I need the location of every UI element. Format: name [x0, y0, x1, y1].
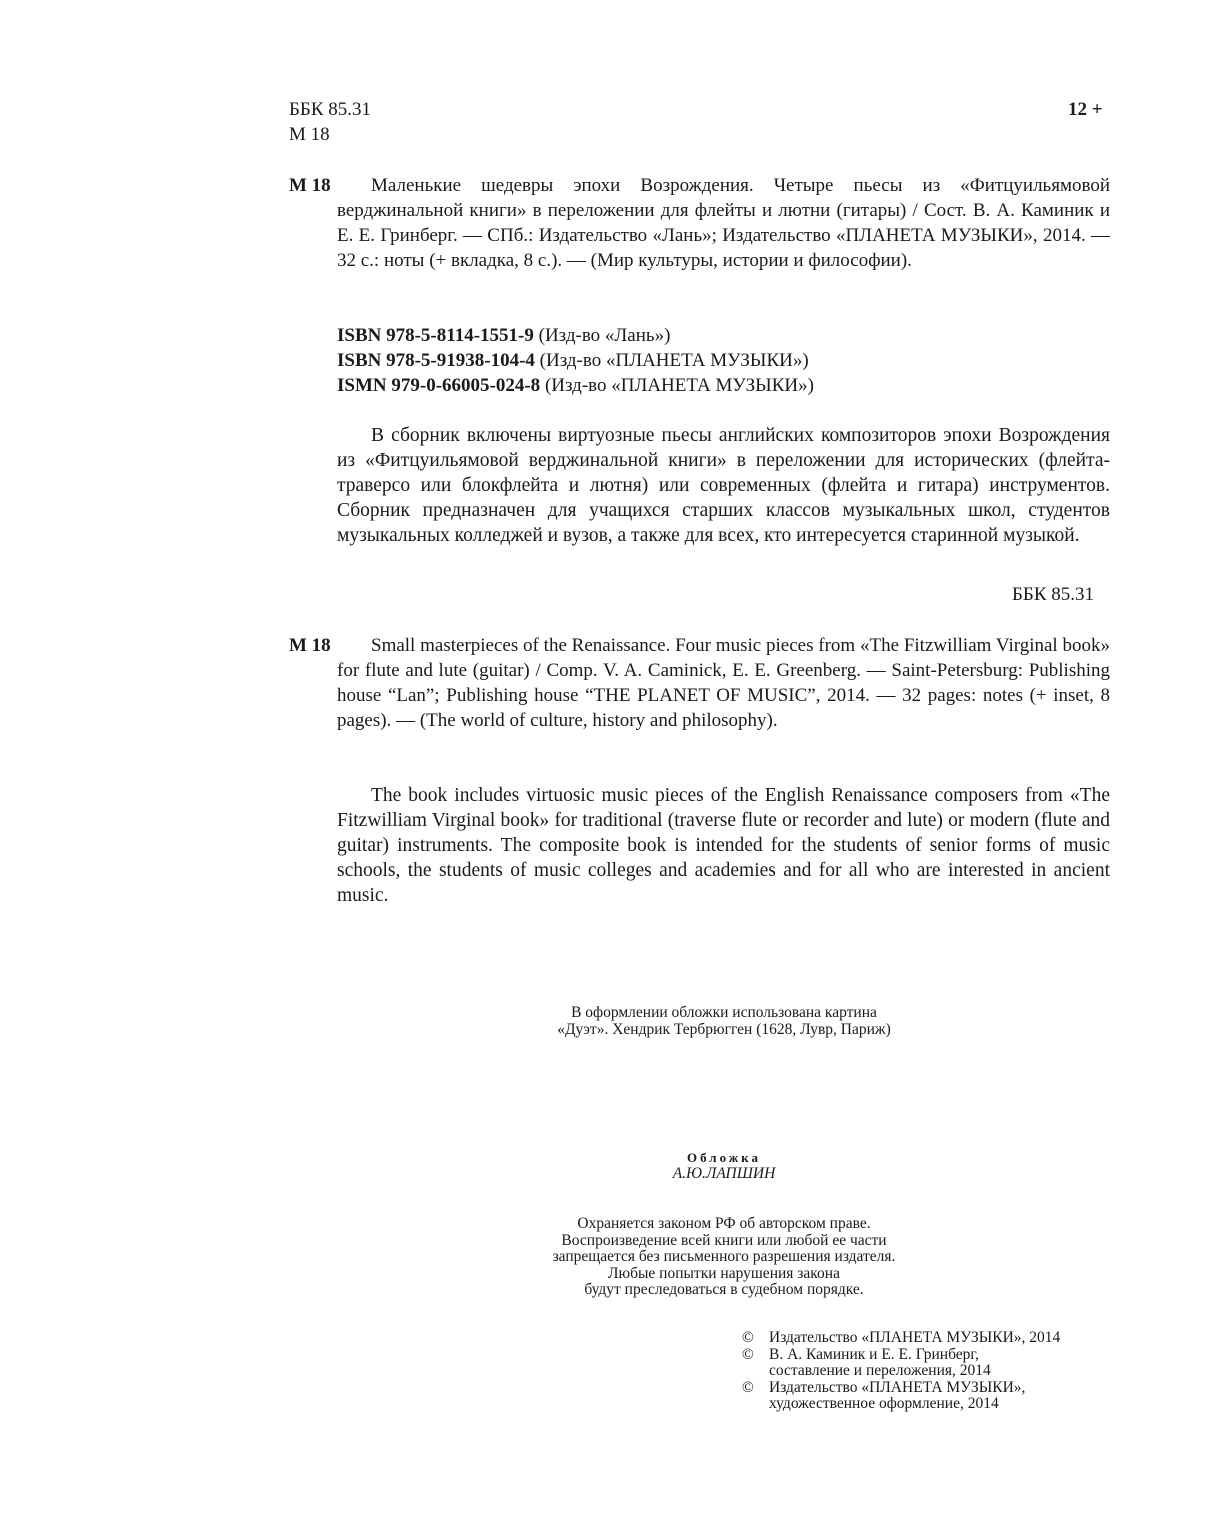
bbk-footer: ББК 85.31	[1012, 584, 1094, 605]
catalog-label-en: M 18	[289, 635, 331, 656]
catalog-label-ru: М 18	[289, 175, 331, 196]
isbn-number: ISBN 978-5-8114-1551-9	[337, 325, 534, 346]
ismn-line	[337, 373, 1110, 398]
catalog-entry-en: Small masterpieces of the Renaissance. Four music pieces from «The Fitzwilliam Virginal book» for flute and lute (guitar) / Comp. V. A. Caminick, E. E. Greenberg. — Saint-Petersburg: Publishing house “Lan”; Publishing house “THE PLANET OF MUSIC”, 2014. — 32 pages: notes (+ inset, 8 pages). — (The world of culture, history and philosophy).	[337, 635, 1110, 731]
copyright-line: художественное оформление, 2014	[769, 1395, 999, 1412]
copyright-text	[769, 1380, 1025, 1413]
notice-line: будут преследоваться в судебном порядке.	[584, 1281, 864, 1298]
copyright-line: В. А. Каминик и Е. Е. Гринберг,	[769, 1345, 979, 1363]
author-code: М 18	[289, 124, 330, 145]
copyright-notice	[474, 1216, 974, 1299]
copyright-text	[769, 1347, 991, 1380]
isbn-publisher: (Изд-во «ПЛАНЕТА МУЗЫКИ»)	[539, 350, 809, 371]
cover-note-line: В оформлении обложки использована картина	[571, 1004, 877, 1021]
isbn-number: ISBN 978-5-91938-104-4	[337, 350, 535, 371]
isbn-line	[337, 348, 1110, 373]
cover-credit-name: А.Ю.ЛАПШИН	[672, 1165, 776, 1182]
cover-painting-note	[474, 1005, 974, 1038]
ismn-publisher: (Изд-во «ПЛАНЕТА МУЗЫКИ»)	[544, 375, 814, 396]
ismn-number: ISMN 979-0-66005-024-8	[337, 375, 541, 396]
catalog-entry-ru: Маленькие шедевры эпохи Возрождения. Четыре пьесы из «Фитцуильямовой верджинальной книги» в переложении для флейты и лютни (гитары) / Сост. В. А. Каминик и Е. Е. Гринберг. — СПб.: Издательство «Лань»; Издательство «ПЛАНЕТА МУЗЫКИ», 2014. — 32 с.: ноты (+ вкладка, 8 с.). — (Мир культуры, истории и философии).	[337, 175, 1110, 271]
cover-note-line: «Дуэт». Хендрик Тербрюгген (1628, Лувр, Париж)	[557, 1020, 891, 1038]
copyright-entry	[742, 1380, 1112, 1413]
copyright-entry	[742, 1330, 1112, 1347]
cover-credit-heading: Обложка	[687, 1150, 761, 1165]
isbn-publisher: (Изд-во «Лань»)	[538, 325, 671, 346]
isbn-line	[337, 323, 1110, 348]
annotation-en: The book includes virtuosic music pieces of the English Renaissance composers from «The Fitzwilliam Virginal book» for traditional (traverse flute or recorder and lute) or modern (flute and guitar) instruments. The composite book is intended for the students of senior forms of music schools, the students of music colleges and academies and for all who are interested in ancient music.	[337, 785, 1110, 906]
copyright-symbol: ©	[742, 1345, 754, 1363]
copyright-entry	[742, 1347, 1112, 1380]
bbk-header: ББК 85.31	[289, 99, 371, 120]
copyright-symbol: ©	[742, 1329, 754, 1346]
cover-credit	[574, 1150, 874, 1182]
copyright-text: Издательство «ПЛАНЕТА МУЗЫКИ», 2014	[769, 1329, 1061, 1346]
notice-line: Воспроизведение всей книги или любой ее части	[561, 1231, 887, 1249]
copyright-line: Издательство «ПЛАНЕТА МУЗЫКИ»,	[769, 1378, 1026, 1396]
notice-line: Охраняется законом РФ об авторском праве.	[577, 1215, 871, 1232]
notice-line: запрещается без письменного разрешения издателя.	[552, 1248, 896, 1265]
copyright-holders	[742, 1330, 1112, 1413]
isbn-block	[337, 323, 1110, 398]
age-rating: 12 +	[1068, 99, 1103, 120]
notice-line: Любые попытки нарушения закона	[608, 1264, 840, 1282]
copyright-line: составление и переложения, 2014	[769, 1362, 991, 1379]
copyright-symbol: ©	[742, 1378, 754, 1396]
annotation-ru: В сборник включены виртуозные пьесы английских композиторов эпохи Возрождения из «Фитцуильямовой верджинальной книги» в переложении для исторических (флейта-траверсо или блокфлейта и лютня) или современных (флейта и гитара) инструментов. Сборник предназначен для учащихся старших классов музыкальных школ, студентов музыкальных колледжей и вузов, а также для всех, кто интересуется старинной музыкой.	[337, 425, 1110, 546]
